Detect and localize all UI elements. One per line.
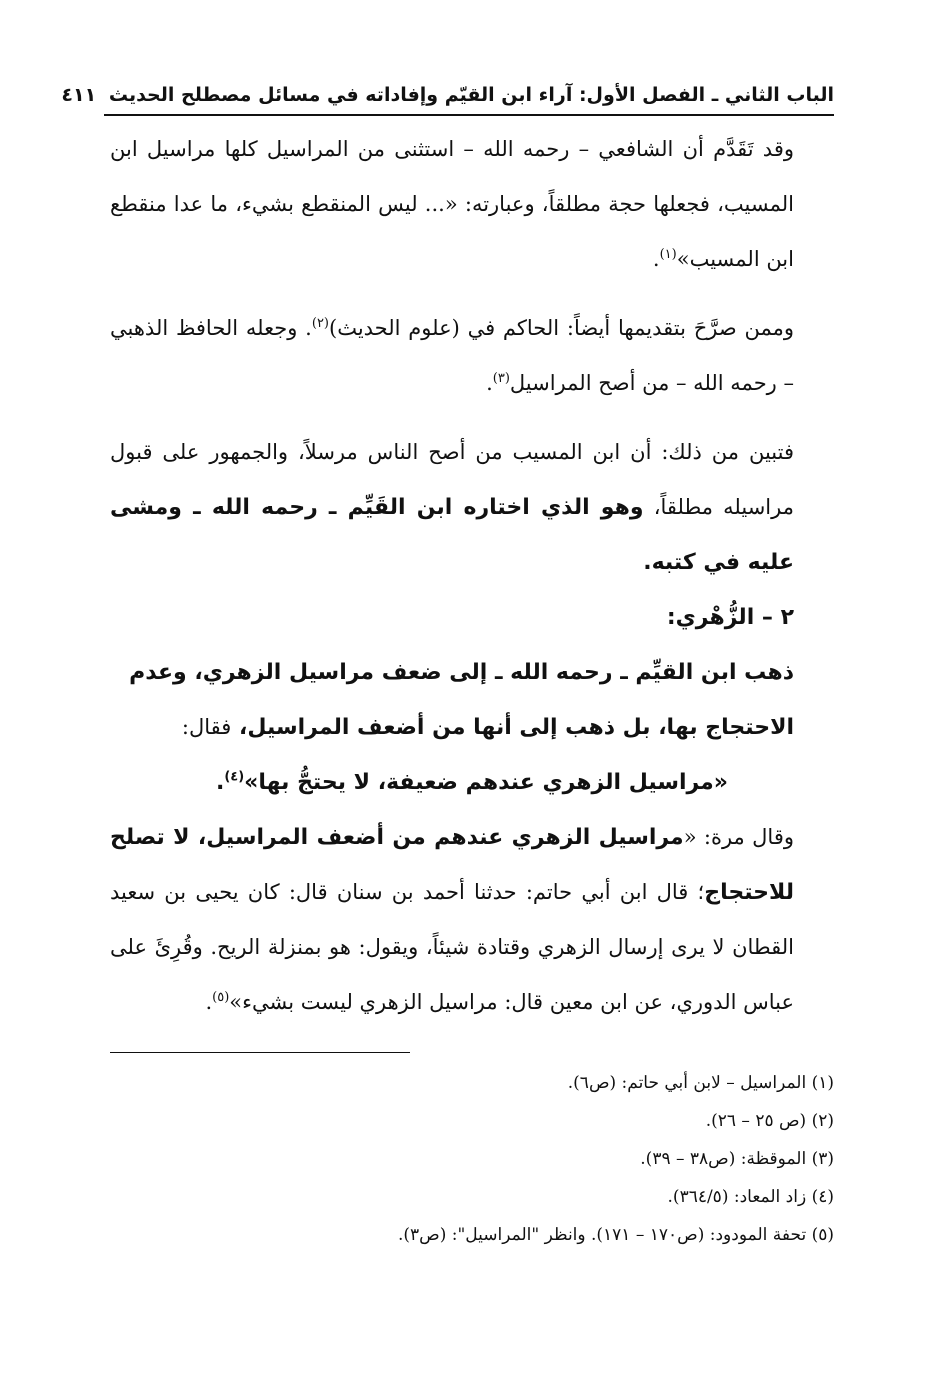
footnote-4: (٤) زاد المعاد: (٣٦٤/٥). [667, 1187, 834, 1207]
header-title: الباب الثاني ـ الفصل الأول: آراء ابن القيّم وإفاداته في مسائل مصطلح الحديث [108, 84, 834, 106]
footnote-ref-4: (٤) [224, 769, 245, 785]
running-header [61, 78, 834, 116]
paragraph-shafii: وقد تَقَدَّم أن الشافعي – رحمه الله – استثنى من المراسيل كلها مراسيل ابن المسيب، فجعلها حجة مطلقاً، وعبارته: «... ليس المنقطع بشيء، ما عدا منقطع ابن المسيب»$^{(١)}$. [110, 137, 794, 271]
zuhri-tail: فقال: [181, 715, 232, 739]
paragraph-conclusion [110, 425, 834, 590]
zuhri-bold-text: ذهب ابن القيِّم ـ رحمه الله ـ إلى ضعف مراسيل الزهري، وعدم الاحتجاج بها، بل ذهب إلى أنها من أضعف المراسيل، [129, 660, 794, 740]
footnote-5: (٥) تحفة المودود: (ص١٧٠ – ١٧١). وانظر "المراسيل": (ص٣). [397, 1225, 834, 1245]
footnote-1: (١) المراسيل – لابن أبي حاتم: (ص٦). [567, 1073, 834, 1093]
zuhri-quote-text: «مراسيل الزهري عندهم ضعيفة، لا يحتجُّ بها» [244, 770, 729, 795]
footnote-2: (٢) (ص ٢٥ – ٢٦). [705, 1111, 834, 1131]
footnote-ref-3: (٣) [492, 371, 510, 386]
paragraph-dhahabi-text: . وجعله الحافظ الذهبي – رحمه الله – من أصح المراسيل [110, 316, 794, 395]
paragraph-hakim: وممن صرَّحَ بتقديمها أيضاً: الحاكم في (علوم الحديث)$^{(٢)}$. وجعله الحافظ الذهبي – رحمه الله – من أصح المراسيل$^{(٣)}$. [110, 316, 795, 395]
conclusion-bold: وهو الذي اختاره ابن القَيِّم ـ رحمه الله ـ ومشى عليه في كتبه. [110, 495, 794, 575]
p5-bold: مراسيل الزهري عندهم من أضعف المراسيل، لا تصلح للاحتجاج [110, 825, 794, 905]
zuhri-quote: «مراسيل الزهري عندهم ضعيفة، لا يحتجُّ بها»$^{(٤)}$. [215, 769, 729, 795]
p5-lead: وقال مرة: « [683, 825, 794, 849]
section-heading: ٢ – الزُّهْري: [666, 605, 794, 630]
main-text [110, 122, 834, 1030]
footnotes [110, 1064, 834, 1254]
conclusion-text: فتبين من ذلك: أن ابن المسيب من أصح الناس مرسلاً، والجمهور على قبول مراسيله مطلقاً، [110, 440, 794, 519]
paragraph-ibn-abi-hatim: وقال مرة: «مراسيل الزهري عندهم من أضعف المراسيل، لا تصلح للاحتجاج؛ قال ابن أبي حاتم: حدثنا أحمد بن سنان قال: كان يحيى بن سعيد القطان لا يرى إرسال الزهري وقتادة شيئاً، ويقول: هو بمنزلة الريح. وقُرِئَ على عباس الدوري، عن ابن معين قال: مراسيل الزهري ليست بشيء»$^{(٥)}$. [110, 825, 794, 1014]
footnote-ref-5: (٥) [212, 990, 230, 1005]
footnote-ref-1: (١) [659, 247, 677, 262]
page-number: ٤١١ [61, 84, 97, 106]
paragraph-hakim-text: وممن صرَّحَ بتقديمها أيضاً: الحاكم في (علوم الحديث) [329, 316, 795, 340]
p5-rest: ؛ قال ابن أبي حاتم: حدثنا أحمد بن سنان قال: كان يحيى بن سعيد القطان لا يرى إرسال الزهري وقتادة شيئاً، ويقول: هو بمنزلة الريح. وقُرِئَ على عباس الدوري، عن ابن معين قال: مراسيل الزهري ليست بشيء» [110, 880, 794, 1014]
paragraph-zuhri [110, 645, 834, 755]
footnote-divider [110, 1052, 410, 1053]
footnote-3: (٣) الموقظة: (ص٣٨ – ٣٩). [640, 1149, 834, 1169]
paragraph-shafii-text: وقد تَقَدَّم أن الشافعي – رحمه الله – استثنى من المراسيل كلها مراسيل ابن المسيب، فجعلها حجة مطلقاً، وعبارته: «... ليس المنقطع بشيء، ما عدا منقطع ابن المسيب» [110, 137, 794, 271]
footnote-ref-2: (٢) [311, 316, 329, 331]
